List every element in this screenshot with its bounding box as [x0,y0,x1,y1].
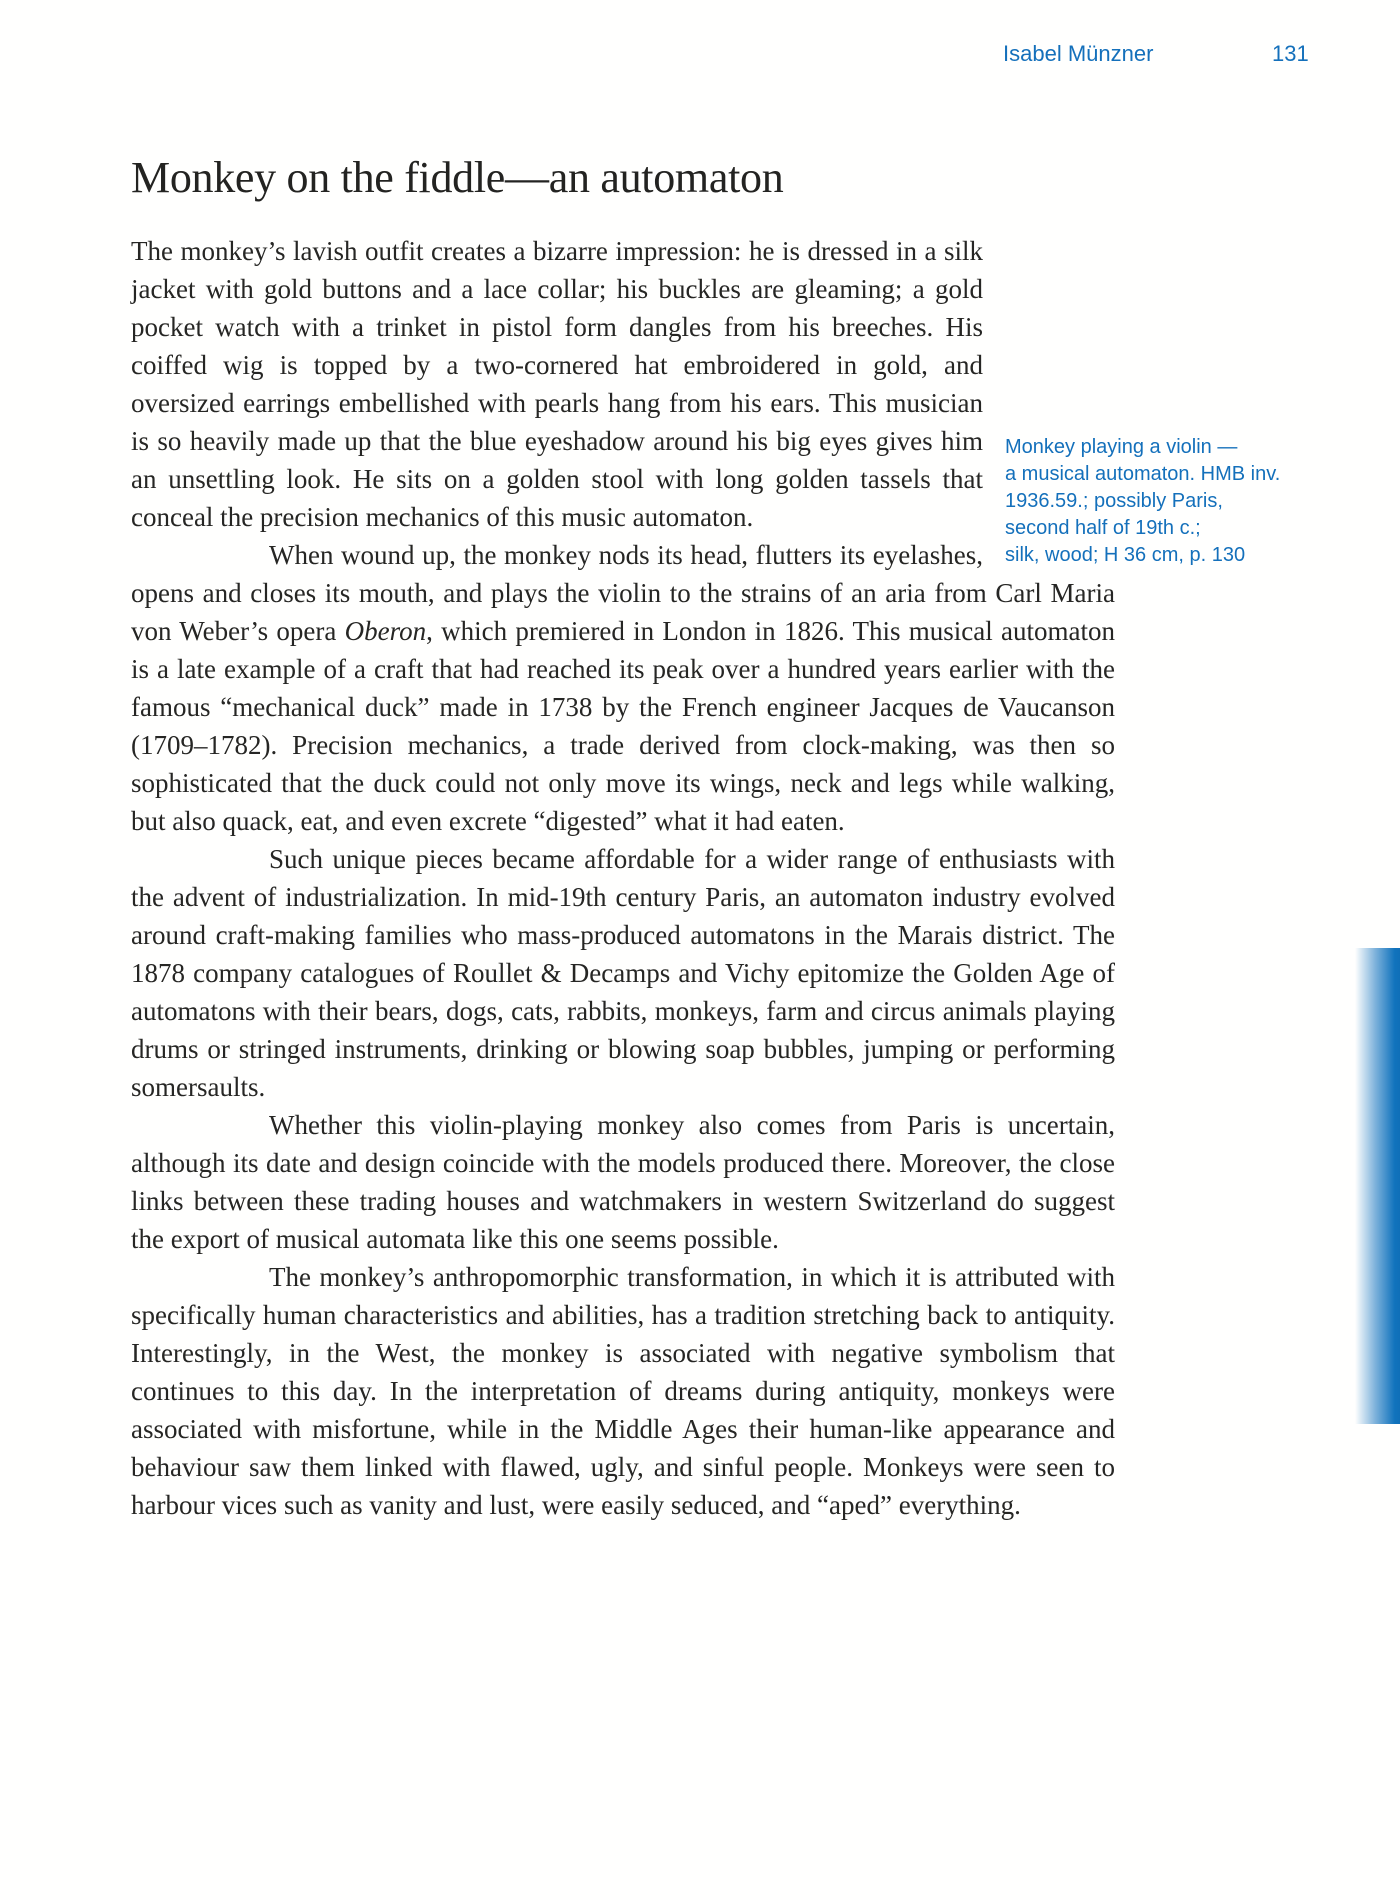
paragraph-5: The monkey’s anthropomorphic transformation, in which it is attributed with specifically human characteristics and abilities, has a tradition stretching back to antiquity. Interestingly, in the West, the monkey is associated with negative symbolism that continues to this day. In the interpretation of dreams during antiquity, monkeys were associated with misfortune, while in the Middle Ages their human-like appearance and behaviour saw them linked with flawed, ugly, and sinful people. Monkeys were seen to harbour vices such as vanity and lust, were easily seduced, and “aped” everything. [131,1262,1115,1520]
caption-line: Monkey playing a violin — [1005,436,1238,458]
paragraph-4: Whether this violin-playing monkey also comes from Paris is uncertain, although its date and design coincide with the models produced there. Moreover, the close links between these trading houses and watchmakers in western Switzerland do suggest the export of musical automata like this one seems possible. [131,1110,1115,1254]
header-author-name: Isabel Münzner [1003,41,1154,66]
paragraph-1 [131,232,1115,536]
caption-line: a musical automaton. HMB inv. [1005,463,1281,485]
caption-line: second half of 19th c.; [1005,517,1201,539]
body-text-column [131,232,1115,1524]
header-page-number: 131 [1272,41,1309,66]
paragraph-2 [131,536,1115,840]
margin-caption [1005,434,1305,569]
paragraph-2-text-after: , which premiered in London in 1826. This musical automaton is a late example of a craft that had reached its peak over a hundred years earlier with the famous “mechanical duck” made in 1738 by the French engineer Jacques de Vaucanson (1709–1782). Precision mechanics, a trade derived from clock-making, was then so sophisticated that the duck could not only move its wings, neck and legs while walking, but also quack, eat, and even excrete “digested” what it had eaten. [131,616,1115,836]
page-edge-accent-bar [1355,948,1400,1424]
opera-title-italic: Oberon [344,616,427,646]
caption-line: 1936.59.; possibly Paris, [1005,490,1223,512]
paragraph-1-text: The monkey’s lavish outfit creates a bizarre impression: he is dressed in a silk jacket with gold buttons and a lace collar; his buckles are gleaming; a gold pocket watch with a trinket in pistol form dangles from his breeches. His coiffed wig is topped by a two-cornered hat embroidered in gold, and oversized earrings embellished with pearls hang from his ears. This musician is so heavily made up that the blue eyeshadow around his big eyes gives him an unsettling look. He sits on a golden stool with long golden tassels that conceal the precision mechanics of this music automaton. [131,236,983,532]
paragraph-2-text-before: When wound up, the monkey nods its head, flutters its eyelashes, opens and closes its mouth, and plays the violin to the strains of an aria from Carl Maria von Weber’s opera [131,540,1115,646]
paragraph-3: Such unique pieces became affordable for a wider range of enthusiasts with the advent of industrialization. In mid-19th century Paris, an automaton industry evolved around craft-making families who mass-produced automatons in the Marais district. The 1878 company catalogues of Roullet & Decamps and Vichy epitomize the Golden Age of automatons with their bears, dogs, cats, rabbits, monkeys, farm and circus animals playing drums or stringed instruments, drinking or blowing soap bubbles, jumping or performing somersaults. [131,844,1115,1102]
article-title: Monkey on the fiddle—an automaton [131,153,784,202]
caption-line: silk, wood; H 36 cm, p. 130 [1005,544,1246,566]
running-header [0,40,1400,70]
